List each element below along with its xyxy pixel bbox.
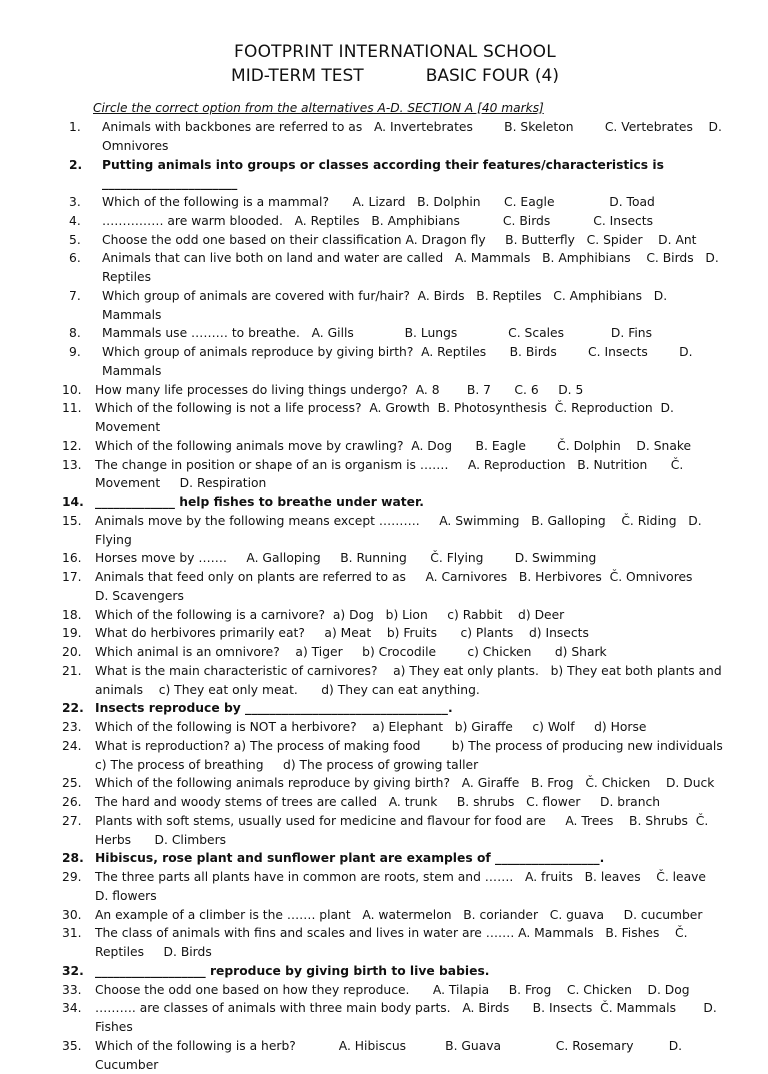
question-text: Animals that feed only on plants are referred to as A. Carnivores B. Herbivores Č. Omnivores D. Scavengers (95, 570, 713, 603)
question-item (60, 924, 725, 962)
question-number: 26. (62, 795, 82, 809)
question-text: Hibiscus, rose plant and sunflower plant are examples of _________________. (95, 851, 605, 866)
question-item (60, 774, 725, 793)
question-text: Which of the following is a mammal? A. Lizard B. Dolphin C. Eagle D. Toad (102, 195, 655, 209)
question-item (60, 381, 725, 400)
question-item (60, 699, 725, 718)
question-item (60, 624, 725, 643)
question-text: The hard and woody stems of trees are called A. trunk B. shrubs C. flower D. branch (95, 795, 661, 809)
question-text: Which of the following is a herb? A. Hibiscus B. Guava C. Rosemary D. Cucumber (95, 1038, 687, 1072)
question-item (60, 549, 725, 568)
question-text: The three parts all plants have in common are roots, stem and ……. A. fruits B. leaves Č. leave D. flowers (95, 870, 718, 903)
question-number: 28. (62, 851, 84, 866)
question-text: Which of the following is not a life process? A. Growth B. Photosynthesis Č. Reproduction D. Movement (95, 401, 678, 434)
class-name: BASIC FOUR (4) (425, 66, 559, 86)
question-item (60, 849, 725, 868)
question-number: 7. (69, 288, 81, 303)
question-text: …………… are warm blooded. A. Reptiles B. Amphibians C. Birds C. Insects (102, 213, 654, 228)
instructions: Circle the correct option from the alternatives A-D. SECTION A [40 marks] (93, 101, 544, 115)
question-text: What is reproduction? a) The process of making food b) The process of producing new individuals c) The process of breathing d) The process of growing taller (95, 738, 762, 772)
question-number: 17. (62, 570, 82, 584)
question-item (60, 868, 725, 906)
question-item (60, 981, 725, 1000)
question-text: What is the main characteristic of carnivores? a) They eat only plants. b) They eat both plants and animals c) They eat only meat. d) They can eat anything. (95, 663, 726, 697)
question-number: 5. (69, 232, 81, 247)
question-item (60, 249, 725, 287)
question-number: 14. (62, 495, 84, 509)
question-item (60, 793, 725, 812)
question-number: 1. (69, 120, 81, 134)
question-number: 9. (69, 345, 81, 359)
question-number: 21. (62, 663, 82, 678)
question-number: 10. (62, 382, 82, 397)
question-number: 16. (62, 551, 82, 566)
question-text: Which of the following is a carnivore? a) Dog b) Lion c) Rabbit d) Deer (95, 607, 565, 622)
question-item (60, 999, 725, 1037)
question-text: An example of a climber is the ……. plant A. watermelon B. coriander C. guava D. cucumber (95, 907, 703, 922)
question-text: _____________ help fishes to breathe under water. (95, 495, 424, 509)
question-number: 20. (62, 645, 82, 659)
question-number: 24. (62, 738, 82, 753)
question-number: 34. (62, 1001, 82, 1016)
question-text: Horses move by ……. A. Galloping B. Running Č. Flying D. Swimming (95, 551, 597, 566)
question-number: 29. (62, 870, 82, 884)
question-item (60, 437, 725, 456)
question-number: 4. (69, 213, 81, 228)
question-text: Which group of animals reproduce by giving birth? A. Reptiles B. Birds C. Insects D. Mammals (102, 345, 697, 378)
question-number: 12. (62, 438, 82, 453)
question-number: 33. (62, 982, 82, 997)
question-number: 23. (62, 720, 82, 734)
question-list (60, 118, 762, 1074)
question-text: Plants with soft stems, usually used for medicine and flavour for food are A. Trees B. Shrubs Č. Herbs D. Climbers (95, 813, 713, 847)
question-item (60, 193, 725, 212)
question-text: Choose the odd one based on their classification A. Dragon fly B. Butterfly C. Spider D. Ant (102, 232, 697, 247)
question-item (60, 512, 725, 550)
question-text: The class of animals with fins and scales and lives in water are ……. A. Mammals B. Fishes Č. Reptiles D. Birds (95, 926, 692, 959)
question-item (60, 231, 725, 250)
question-number: 31. (62, 926, 82, 941)
question-text: Putting animals into groups or classes according their features/characteristics is ______________________ (102, 157, 669, 191)
question-text: Which of the following animals reproduce by giving birth? A. Giraffe B. Frog Č. Chicken D. Duck (95, 776, 715, 791)
question-text: Which of the following is NOT a herbivore? a) Elephant b) Giraffe c) Wolf d) Horse (95, 720, 647, 734)
question-item (60, 962, 725, 981)
question-text: What do herbivores primarily eat? a) Meat b) Fruits c) Plants d) Insects (95, 626, 589, 641)
question-text: Mammals use ……… to breathe. A. Gills B. Lungs C. Scales D. Fins (102, 326, 653, 341)
question-text: How many life processes do living things undergo? A. 8 B. 7 C. 6 D. 5 (95, 382, 584, 397)
question-number: 27. (62, 813, 82, 828)
question-item (60, 156, 725, 194)
question-text: Insects reproduce by _________________________________. (95, 701, 453, 716)
question-text: The change in position or shape of an is organism is ……. A. Reproduction B. Nutrition Č. Movement D. Respiration (95, 457, 688, 491)
question-item (60, 493, 725, 512)
question-number: 15. (62, 513, 82, 528)
question-number: 2. (69, 157, 83, 172)
question-number: 8. (69, 326, 81, 341)
question-item (60, 399, 725, 437)
question-item (60, 212, 725, 231)
question-item (60, 906, 725, 925)
question-number: 35. (62, 1038, 82, 1053)
question-number: 22. (62, 701, 84, 716)
question-item (60, 118, 725, 156)
question-text: Animals that can live both on land and water are called A. Mammals B. Amphibians C. Birds D. Reptiles (102, 251, 723, 284)
question-text: ………. are classes of animals with three main body parts. A. Birds B. Insects Č. Mammals D. Fishes (95, 1001, 721, 1034)
test-subtitle (0, 64, 768, 88)
question-text: __________________ reproduce by giving birth to live babies. (95, 963, 490, 978)
question-number: 30. (62, 907, 82, 922)
question-number: 18. (62, 607, 82, 622)
question-item (60, 343, 725, 381)
question-item (60, 662, 725, 700)
question-item (60, 456, 725, 494)
question-item (60, 643, 725, 662)
question-number: 19. (62, 626, 82, 641)
question-text: Choose the odd one based on how they reproduce. A. Tilapia B. Frog C. Chicken D. Dog (95, 982, 690, 997)
question-item (60, 1037, 725, 1074)
question-text: Which of the following animals move by crawling? A. Dog B. Eagle Č. Dolphin D. Snake (95, 438, 692, 453)
question-text: Animals move by the following means except ………. A. Swimming B. Galloping Č. Riding D. Flying (95, 513, 706, 547)
question-number: 6. (69, 251, 81, 266)
question-number: 32. (62, 963, 84, 978)
document-header (0, 40, 768, 88)
question-item (60, 324, 725, 343)
question-text: Which animal is an omnivore? a) Tiger b) Crocodile c) Chicken d) Shark (95, 645, 607, 659)
question-number: 25. (62, 776, 82, 791)
school-title: FOOTPRINT INTERNATIONAL SCHOOL (234, 42, 556, 62)
question-item (60, 718, 725, 737)
question-item (60, 287, 725, 325)
question-text: Animals with backbones are referred to as A. Invertebrates B. Skeleton C. Vertebrates D. Omnivores (102, 120, 726, 153)
question-item (60, 812, 725, 850)
question-item (60, 737, 762, 775)
question-text: Which group of animals are covered with fur/hair? A. Birds B. Reptiles C. Amphibians D. Mammals (102, 288, 672, 322)
question-item (60, 606, 725, 625)
question-number: 13. (62, 457, 82, 472)
question-number: 11. (62, 401, 82, 416)
question-number: 3. (69, 195, 81, 209)
question-item (60, 568, 725, 606)
test-name: MID-TERM TEST (231, 66, 364, 86)
